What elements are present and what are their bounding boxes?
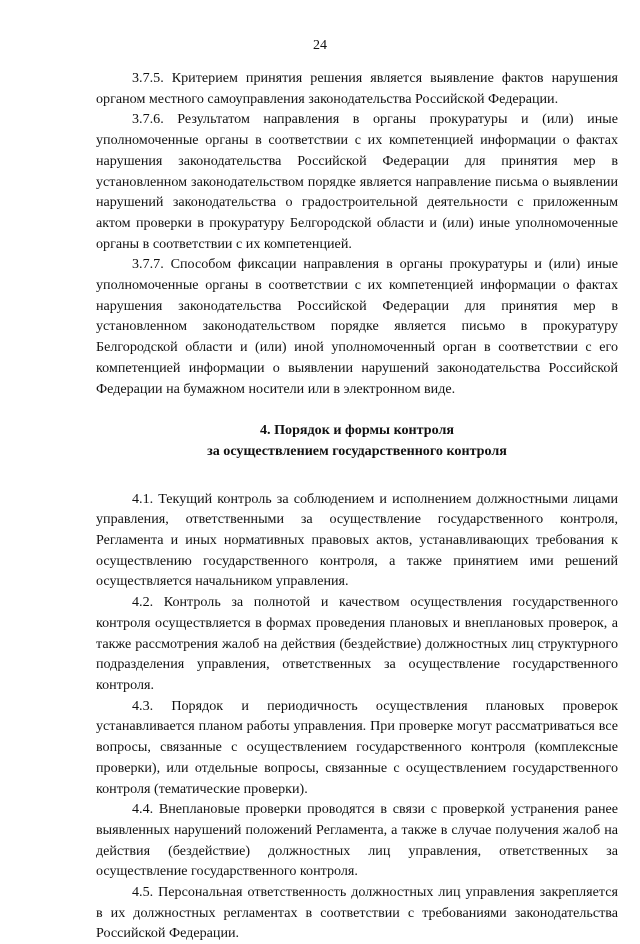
section-heading-line-1: 4. Порядок и формы контроля	[259, 422, 454, 439]
paragraph-4-3: 4.3. Порядок и периодичность осуществления плановых проверок устанавливается планом работы управления. При проверке могут рассматриваться все вопросы, связанные с осуществлением государственного контроля (комплексные проверки), или отдельные вопросы, связанные с осуществлением государственного контроля (тематические проверки).	[96, 697, 618, 797]
paragraph-3-7-7: 3.7.7. Способом фиксации направления в органы прокуратуры и (или) иные уполномоченные органы в соответствии с их компетенцией информации о фактах нарушения законодательства Российской Федерации для принятия мер в установленном законодательством порядке является письмо в прокуратуру Белгородской области и (или) иной уполномоченный орган в соответствии с его компетенцией информации о выявлении нарушений законодательства Российской Федерации на бумажном носители или в электронном виде.	[96, 256, 618, 397]
section-heading-line-2: за осуществлением государственного контроля	[207, 442, 507, 459]
paragraph-4-5: 4.5. Персональная ответственность должностных лиц управления закрепляется в их должностных регламентах в соответствии с требованиями законодательства Российской Федерации.	[96, 884, 618, 942]
paragraph-3-7-6: 3.7.6. Результатом направления в органы прокуратуры и (или) иные уполномоченные органы в соответствии с их компетенцией информации о фактах нарушения законодательства Российской Федерации для принятия мер в установленном законодательством порядке является направление письма о выявлении нарушений законодательства о градостроительной деятельности с приложенным актом проверки в прокуратуру Белгородской области и (или) иные уполномоченные органы в соответствии с их компетенцией.	[96, 111, 618, 252]
document-body	[96, 68, 618, 944]
paragraph-4-4: 4.4. Внеплановые проверки проводятся в связи с проверкой устранения ранее выявленных нарушений положений Регламента, а также в случае получения жалоб на действия (бездействие) должностных лиц управления, ответственных за осуществление государственного контроля.	[96, 801, 618, 880]
section-heading	[96, 420, 618, 461]
paragraph-4-2: 4.2. Контроль за полнотой и качеством осуществления государственного контроля осуществляется в формах проведения плановых и внеплановых проверок, а также рассмотрения жалоб на действия (бездействие) должностных лиц структурного подразделения управления, ответственных за осуществление государственного контроля.	[96, 594, 618, 693]
paragraph-3-7-5: 3.7.5. Критерием принятия решения является выявление фактов нарушения органом местного самоуправления законодательства Российской Федерации.	[96, 70, 618, 107]
paragraph-4-1: 4.1. Текущий контроль за соблюдением и исполнением должностными лицами управления, ответственными за осуществление государственного контроля, Регламента и иных нормативных правовых актов, устанавливающих требования к осуществлению государственного контроля, а также принятием ими решений осуществляется начальником управления.	[96, 490, 618, 590]
page-number: 24	[313, 38, 327, 53]
